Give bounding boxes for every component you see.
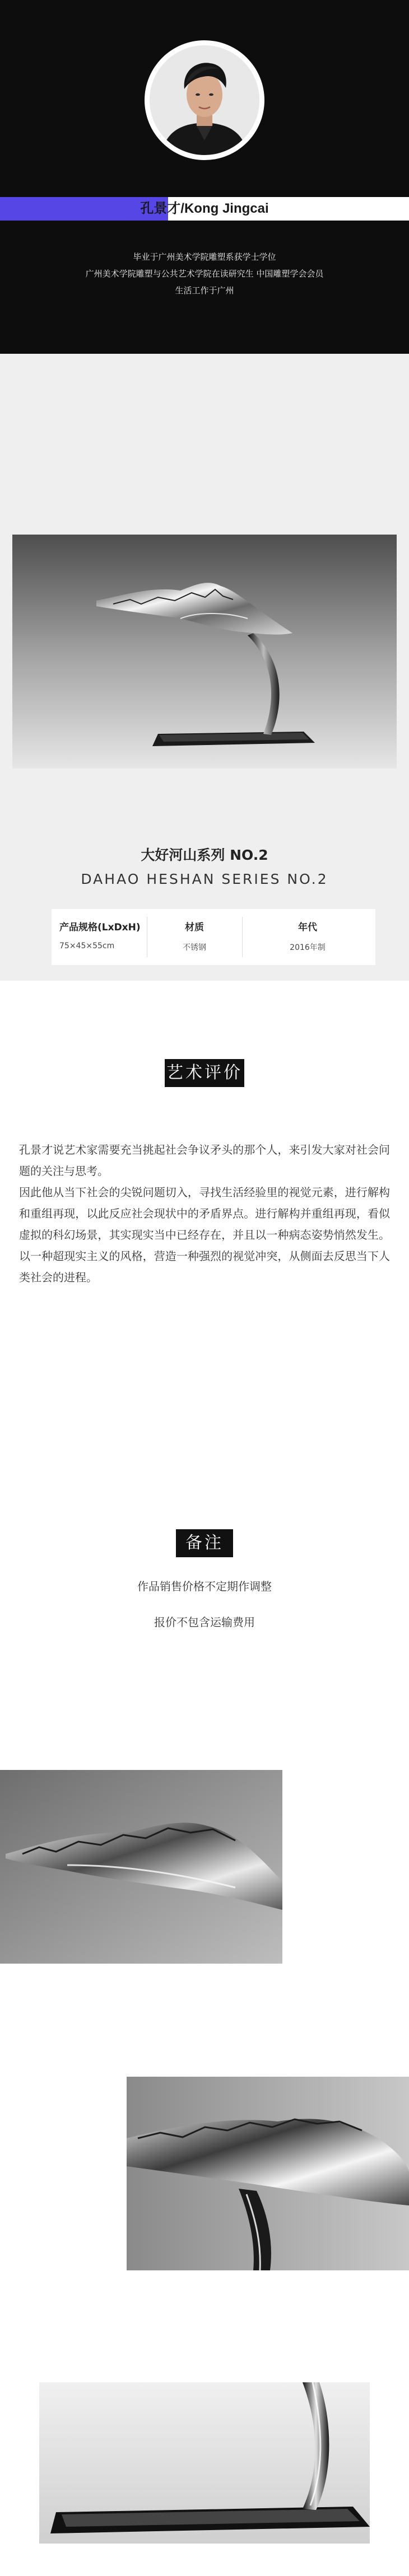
spec-table [52,909,375,965]
spec-year [248,909,368,965]
review-paragraph: 孔景才说艺术家需要充当挑起社会争议矛头的那个人，来引发大家对社会问题的关注与思考。 [19,1143,390,1178]
detail-photo [39,2382,370,2544]
notes-heading: 备注 [176,1529,233,1557]
artwork-title-cn: 大好河山系列 NO.2 [141,847,268,863]
bio-line: 毕业于广州美术学院雕塑系获学士学位 [133,252,276,262]
artwork-title-en: DAHAO HESHAN SERIES NO.2 [81,871,328,887]
avatar [150,45,259,155]
artist-name: 孔景才/Kong Jingcai [140,201,269,216]
artist-header [0,0,409,354]
note-line: 报价不包含运输费用 [154,1615,255,1629]
spec-label: 产品规格(LxDxH) [59,922,141,933]
spec-value: 2016年制 [290,943,326,952]
detail-photo [127,2077,409,2270]
spec-value: 不锈钢 [183,943,206,952]
review-text [19,1139,390,1288]
spec-label: 材质 [185,922,204,933]
name-bar [0,197,409,221]
artwork-photo [12,535,397,769]
note-line: 作品销售价格不定期作调整 [137,1580,272,1593]
bio-line: 广州美术学院雕塑与公共艺术学院在读研究生 中国雕塑学会会员 [85,269,324,279]
review-heading: 艺术评价 [165,1059,244,1087]
artist-bio [0,249,409,299]
spec-divider [242,917,243,957]
bio-line: 生活工作于广州 [175,285,234,296]
spec-label: 年代 [298,922,317,933]
detail-photo [0,1770,282,1964]
review-paragraph: 因此他从当下社会的尖锐问题切入，寻找生活经验里的视觉元素，进行解构和重组再现，以此反应社会现状中的矛盾界点。进行解构并重组再现，看似虚拟的科幻场景，其实现实当中已经存在，并且以一种病态姿势悄然发生。以一种超现实主义的风格，营造一种强烈的视觉冲突，从侧面去反思当下人类社会的进程。 [19,1186,390,1284]
spec-value: 75×45×55cm [59,942,115,950]
spec-material [152,909,236,965]
spec-size [59,909,143,965]
